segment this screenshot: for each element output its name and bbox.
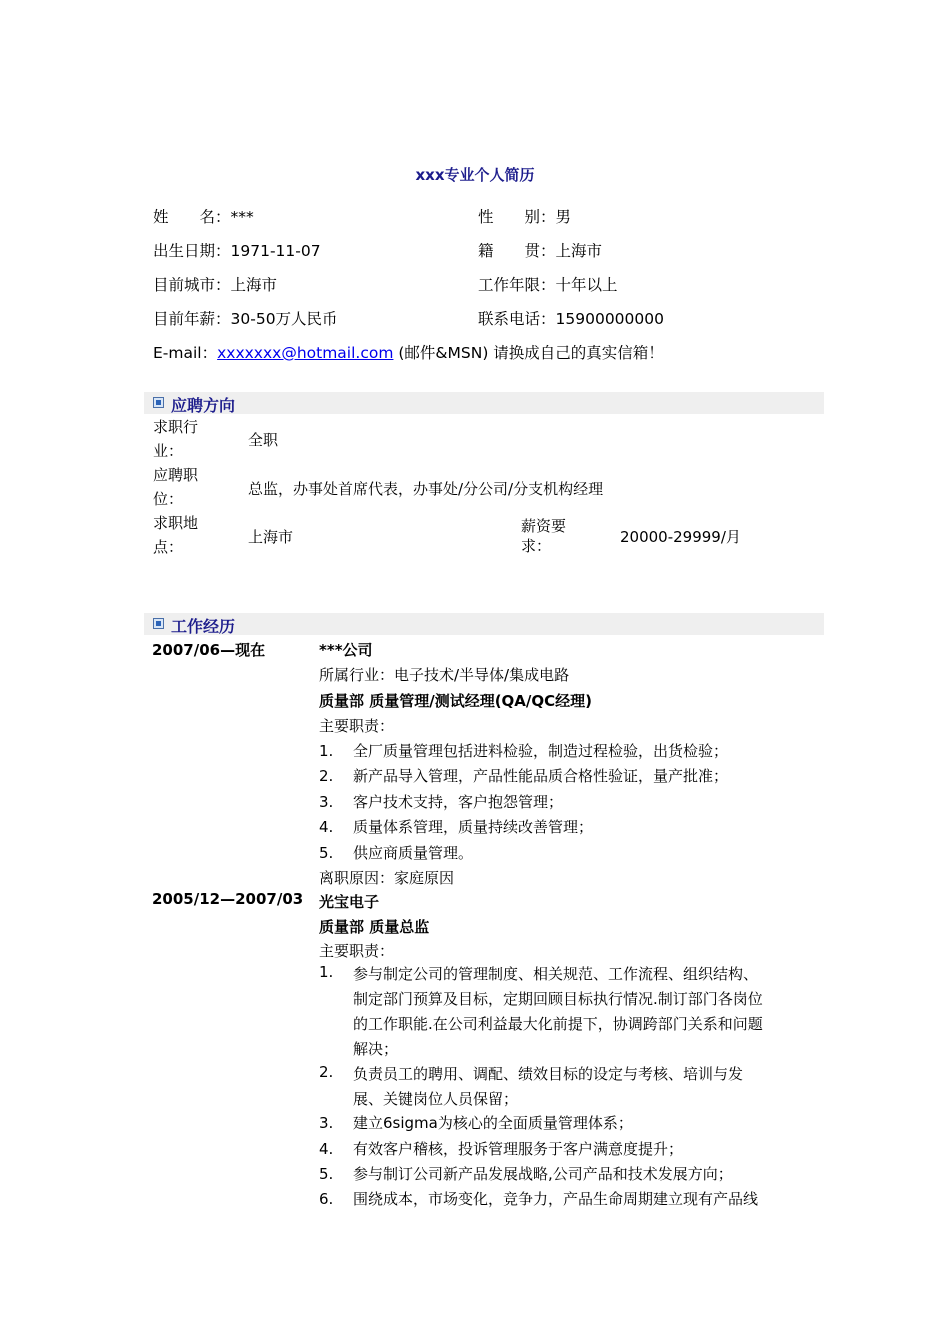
location-label: 求职地 点： (153, 514, 199, 556)
job2-dept-title: 质量部 质量总监 (319, 918, 430, 936)
years-field (478, 273, 618, 295)
job2-duty-1-line-2: 制定部门预算及目标，定期回顾目标执行情况.制订部门各岗位 (353, 990, 763, 1008)
salary-req-label: 薪资要 求： (521, 517, 567, 555)
job1-duty-1: 1. 全厂质量管理包括进料检验，制造过程检验，出货检验； (319, 742, 729, 760)
job2-duty-1-line-1: 参与制定公司的管理制度、相关规范、工作流程、组织结构、 (353, 965, 759, 983)
job1-dept-title: 质量部 质量管理/测试经理(QA/QC经理) (319, 692, 593, 710)
job2-duty-5: 5. 参与制订公司新产品发展战略,公司产品和技术发展方向； (319, 1165, 733, 1183)
location-value: 上海市 (248, 528, 294, 546)
job1-duty-2: 2. 新产品导入管理，产品性能品质合格性验证，量产批准； (319, 767, 729, 785)
job2-duty-2-line-1: 负责员工的聘用、调配、绩效目标的设定与考核、培训与发 (353, 1065, 744, 1083)
salary-field (153, 307, 338, 329)
gender-field (478, 205, 571, 227)
job1-company: ***公司 (319, 641, 373, 659)
job2-duty-6: 6. 围绕成本，市场变化，竞争力，产品生命周期建立现有产品线 (319, 1190, 759, 1208)
origin-field (478, 239, 602, 261)
salary-req-value: 20000-29999/月 (620, 528, 741, 546)
city-field (153, 273, 277, 295)
city-value: 上海市 (230, 276, 278, 294)
section-bullet-icon (153, 618, 164, 629)
job2-duty-1-line-3: 的工作职能.在公司利益最大化前提下，协调跨部门关系和问题 (353, 1015, 763, 1033)
phone-field (478, 307, 664, 329)
gender-value: 男 (555, 208, 572, 226)
job1-industry: 所属行业：电子技术/半导体/集成电路 (319, 666, 570, 684)
birth-value: 1971-11-07 (230, 242, 321, 260)
job1-duties-label: 主要职责： (319, 717, 395, 735)
job2-duty-4: 4. 有效客户稽核，投诉管理服务于客户满意度提升； (319, 1140, 684, 1158)
position-value: 总监，办事处首席代表，办事处/分公司/分支机构经理 (248, 480, 604, 498)
name-label: 姓 名： (153, 208, 231, 226)
salary-label: 目前年薪： (153, 310, 231, 328)
email-field (153, 341, 664, 363)
job1-period: 2007/06—现在 (152, 641, 266, 659)
job2-duties-label: 主要职责： (319, 942, 395, 960)
origin-value: 上海市 (555, 242, 603, 260)
phone-value: 15900000000 (555, 310, 664, 328)
name-value: *** (230, 208, 254, 226)
email-link[interactable]: xxxxxxx@hotmail.com (217, 344, 394, 362)
job2-duty-3: 3. 建立6sigma为核心的全面质量管理体系； (319, 1114, 633, 1132)
job2-duty-1-num: 1. (319, 963, 334, 981)
phone-label: 联系电话： (478, 310, 556, 328)
job1-leave-reason: 离职原因：家庭原因 (319, 869, 455, 887)
birth-field (153, 239, 321, 261)
page-title: xxx专业个人简历 (415, 166, 535, 184)
origin-label: 籍 贯： (478, 242, 556, 260)
industry-value: 全职 (248, 431, 279, 449)
job1-duty-3: 3. 客户技术支持，客户抱怨管理； (319, 793, 564, 811)
salary-value: 30-50万人民币 (230, 310, 338, 328)
section-header-job-intent (144, 392, 824, 414)
email-note: (邮件&MSN) 请换成自己的真实信箱！ (393, 344, 664, 362)
section-bullet-icon (153, 397, 164, 408)
job2-duty-1-line-4: 解决； (353, 1040, 399, 1058)
email-label: E-mail： (153, 344, 218, 362)
job2-company: 光宝电子 (319, 893, 380, 911)
section-header-experience (144, 613, 824, 635)
section-title-job-intent: 应聘方向 (171, 396, 236, 415)
job2-duty-2-line-2: 展、关键岗位人员保留； (353, 1090, 519, 1108)
years-label: 工作年限： (478, 276, 556, 294)
birth-label: 出生日期： (153, 242, 231, 260)
city-label: 目前城市： (153, 276, 231, 294)
section-title-experience: 工作经历 (171, 617, 236, 636)
job2-period: 2005/12—2007/03 (152, 890, 304, 908)
years-value: 十年以上 (555, 276, 618, 294)
job1-duty-4: 4. 质量体系管理，质量持续改善管理； (319, 818, 594, 836)
name-field (153, 205, 254, 227)
gender-label: 性 别： (478, 208, 556, 226)
job1-duty-5: 5. 供应商质量管理。 (319, 844, 474, 862)
industry-label: 求职行 业： (153, 418, 199, 460)
job2-duty-2-num: 2. (319, 1063, 334, 1081)
position-label: 应聘职 位： (153, 466, 199, 508)
